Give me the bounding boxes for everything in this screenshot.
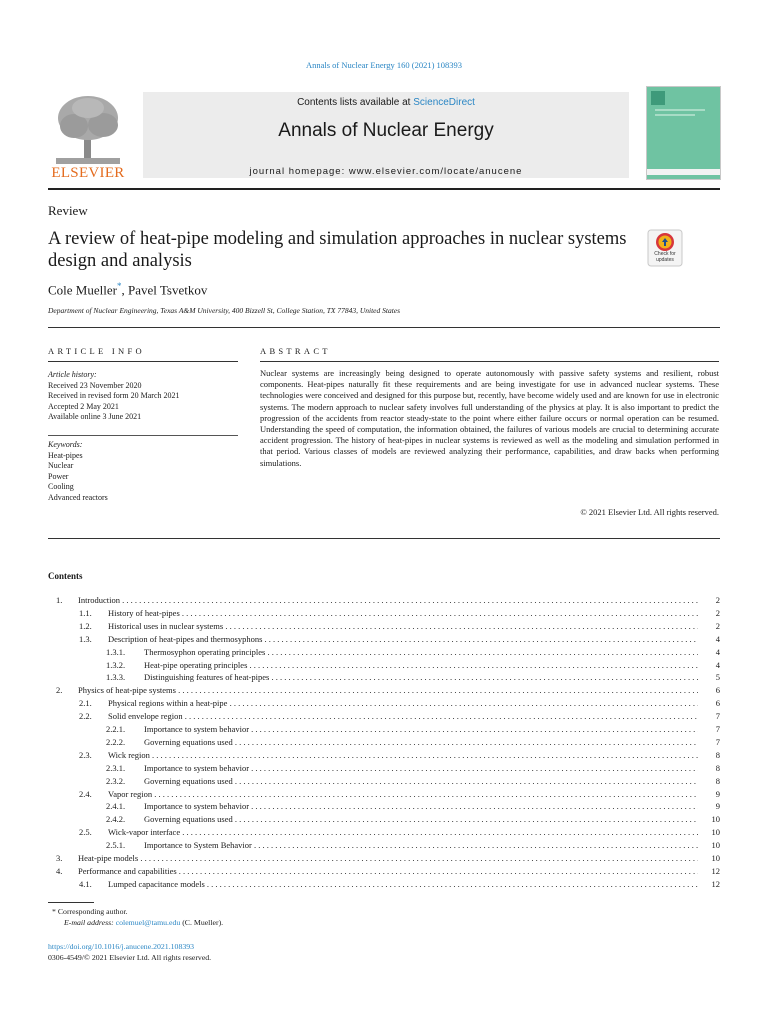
toc-entry-title: Governing equations used . . . bbox=[144, 775, 720, 787]
contents-prefix: Contents lists available at bbox=[297, 97, 414, 108]
toc-entry-title: Importance to System Behavior . . . bbox=[144, 839, 720, 851]
affiliation: Department of Nuclear Engineering, Texas A&M University, 400 Bizzell St, College Station, TX 77843, United States bbox=[48, 306, 401, 315]
history-label: Article history: bbox=[48, 370, 97, 379]
toc-entry-page: 9 bbox=[698, 800, 720, 812]
toc-entry-number: 2.3.1. bbox=[106, 762, 126, 773]
toc-entry-number: 1. bbox=[56, 595, 63, 605]
toc-entry-page: 10 bbox=[698, 826, 720, 838]
article-history bbox=[48, 370, 238, 423]
keyword: Nuclear bbox=[48, 461, 74, 470]
article-info-heading: ARTICLE INFO bbox=[48, 346, 145, 356]
toc-entry[interactable] bbox=[48, 607, 720, 619]
article-info-rule bbox=[48, 361, 238, 362]
corresponding-author-note: * Corresponding author. bbox=[52, 907, 128, 916]
toc-entry-page: 5 bbox=[698, 671, 720, 683]
toc-entry-number: 2.3.2. bbox=[106, 775, 126, 786]
doi-link[interactable]: https://doi.org/10.1016/j.anucene.2021.108393 bbox=[48, 942, 195, 951]
toc-entry[interactable] bbox=[48, 684, 720, 696]
author-1[interactable]: Cole Mueller bbox=[48, 282, 117, 298]
history-revised: Received in revised form 20 March 2021 bbox=[48, 391, 180, 400]
toc-entry-title: Distinguishing features of heat-pipes . . . bbox=[144, 671, 720, 683]
toc-entry-number: 1.3. bbox=[79, 633, 92, 644]
toc-entry-number: 2.5. bbox=[79, 827, 92, 838]
toc-entry[interactable] bbox=[48, 659, 720, 671]
toc-entry-page: 8 bbox=[698, 775, 720, 787]
toc-entry-page: 8 bbox=[698, 762, 720, 774]
toc-entry-page: 7 bbox=[698, 723, 720, 735]
toc-entry-number: 2. bbox=[56, 685, 63, 696]
toc-entry[interactable] bbox=[48, 697, 720, 709]
toc-entry-number: 2.4. bbox=[79, 788, 92, 799]
journal-cover bbox=[646, 86, 721, 180]
toc-entry-title: Vapor region . . . bbox=[108, 788, 720, 800]
contents-top-rule bbox=[48, 538, 720, 539]
toc-entry-title: Heat-pipe models . . . bbox=[78, 852, 720, 864]
journal-homepage[interactable]: journal homepage: www.elsevier.com/locate/anucene bbox=[249, 166, 523, 177]
toc-entry-number: 2.5.1. bbox=[106, 840, 126, 851]
info-top-rule bbox=[48, 327, 720, 328]
toc-entry-number: 2.2.1. bbox=[106, 724, 126, 734]
toc-entry[interactable] bbox=[48, 826, 720, 838]
email-label: E-mail address: bbox=[64, 918, 116, 927]
sciencedirect-link[interactable]: ScienceDirect bbox=[413, 97, 475, 108]
header-rule bbox=[48, 188, 720, 190]
issn-copyright: 0306-4549/© 2021 Elsevier Ltd. All rights reserved. bbox=[48, 953, 212, 962]
toc-entry[interactable] bbox=[48, 646, 720, 658]
corresponding-mark[interactable]: * bbox=[116, 281, 122, 291]
publisher-name: ELSEVIER bbox=[51, 165, 125, 181]
toc-entry-number: 1.3.2. bbox=[106, 659, 126, 670]
toc-entry-title: Importance to system behavior . . . bbox=[144, 800, 720, 812]
toc-entry[interactable] bbox=[48, 620, 720, 632]
toc-entry-title: Importance to system behavior . . . bbox=[144, 723, 720, 735]
toc-entry-number: 2.1. bbox=[79, 698, 92, 709]
keywords bbox=[48, 440, 238, 503]
toc-entry[interactable] bbox=[48, 865, 720, 877]
toc-entry-page: 8 bbox=[698, 749, 720, 761]
toc-entry-number: 2.4.1. bbox=[106, 801, 126, 812]
keyword: Power bbox=[48, 471, 69, 481]
toc-entry-number: 3. bbox=[56, 853, 63, 863]
journal-citation[interactable]: Annals of Nuclear Energy 160 (2021) 108393 bbox=[305, 60, 463, 70]
history-accepted: Accepted 2 May 2021 bbox=[48, 401, 119, 411]
abstract-heading: ABSTRACT bbox=[260, 346, 331, 356]
toc-entry[interactable] bbox=[48, 839, 720, 851]
footnote-rule bbox=[48, 902, 94, 903]
contents-heading: Contents bbox=[48, 571, 83, 581]
toc-entry-page: 2 bbox=[698, 620, 720, 632]
toc-entry-number: 1.2. bbox=[79, 620, 92, 631]
abstract-text: Nuclear systems are increasingly being designed to operate autonomously with passive safety systems and resilient, robust components. Heat-pipes naturally fit these requirements and are being investigate for use in advanced nuclear systems. These technologies were conceived and designed for this purpose but, recently, have become widely used and are known for use in electronic systems. The modern approach to nuclear safety involves full understanding of the physics at play. It is also important to predict the progression of the accidents from reactor steady-state to the point where either failure occurs or normal operation can be resumed. Understanding the speed of computation, the information obtained, the failures of various models are crucial to determining accurate accident progression. The history of heat-pipes in nuclear systems is reviewed as well as the modeling and simulation performed in that period. Various classes of models are reviewed analyzing their performance, capabilities, and draw backs when performing simulations. bbox=[260, 368, 719, 468]
keyword: Cooling bbox=[48, 482, 74, 491]
toc-entry-number: 1.1. bbox=[79, 607, 92, 618]
author-separator: , bbox=[121, 282, 128, 298]
toc-entry-page: 6 bbox=[698, 684, 720, 696]
toc-entry-number: 2.2. bbox=[79, 711, 92, 722]
toc-entry-title: History of heat-pipes . . . bbox=[108, 607, 720, 619]
toc-entry-number: 2.4.2. bbox=[106, 814, 126, 825]
email-link[interactable]: colemuel@tamu.edu bbox=[115, 918, 181, 927]
journal-masthead bbox=[143, 92, 629, 178]
toc-entry-number: 2.2.2. bbox=[106, 736, 126, 747]
abstract-rule bbox=[260, 361, 719, 362]
article-title: A review of heat-pipe modeling and simulation approaches in nuclear systems design and analysis bbox=[48, 229, 627, 271]
toc-entry-page: 9 bbox=[698, 788, 720, 800]
toc-entry[interactable] bbox=[48, 633, 720, 645]
toc-entry-title: Wick region . . . bbox=[108, 749, 720, 761]
toc-entry[interactable] bbox=[48, 800, 720, 812]
email-suffix: (C. Mueller). bbox=[180, 918, 224, 927]
author-2[interactable]: Pavel Tsvetkov bbox=[127, 282, 208, 298]
toc-entry-page: 2 bbox=[698, 594, 720, 606]
keyword: Heat-pipes bbox=[48, 450, 83, 460]
toc-entry-page: 7 bbox=[698, 710, 720, 722]
journal-title: Annals of Nuclear Energy bbox=[278, 120, 494, 141]
toc-entry-title: Wick-vapor interface . . . bbox=[108, 826, 720, 838]
toc-entry-page: 7 bbox=[698, 736, 720, 748]
toc-entry-page: 4 bbox=[698, 659, 720, 671]
keywords-label: Keywords: bbox=[48, 440, 83, 449]
toc-entry[interactable] bbox=[48, 723, 720, 735]
toc-entry[interactable] bbox=[48, 671, 720, 683]
toc-entry[interactable] bbox=[48, 594, 720, 606]
toc-entry-page: 4 bbox=[698, 646, 720, 658]
toc-entry-page: 10 bbox=[698, 839, 720, 851]
toc-entry[interactable] bbox=[48, 762, 720, 774]
toc-entry-title: Performance and capabilities . . . bbox=[78, 865, 720, 877]
check-for-updates-badge[interactable] bbox=[647, 229, 683, 267]
toc-entry-title: Historical uses in nuclear systems . . . bbox=[108, 620, 720, 632]
author-list bbox=[48, 281, 207, 298]
toc-entry-title: Description of heat-pipes and thermosyphons . . . bbox=[108, 633, 720, 645]
toc-entry-title: Lumped capacitance models . . . bbox=[108, 878, 720, 890]
toc-entry-title: Physical regions within a heat-pipe . . . bbox=[108, 697, 720, 709]
toc-entry[interactable] bbox=[48, 749, 720, 761]
keywords-rule bbox=[48, 435, 238, 436]
toc-entry-title: Introduction . . . bbox=[78, 594, 720, 606]
toc-entry[interactable] bbox=[48, 775, 720, 787]
toc-entry[interactable] bbox=[48, 878, 720, 890]
history-received: Received 23 November 2020 bbox=[48, 380, 142, 390]
toc-entry-page: 6 bbox=[698, 697, 720, 709]
toc-entry-number: 1.3.3. bbox=[106, 672, 126, 683]
toc-entry-title: Physics of heat-pipe systems . . . bbox=[78, 684, 720, 696]
abstract-copyright: © 2021 Elsevier Ltd. All rights reserved. bbox=[580, 507, 719, 517]
toc-entry-page: 2 bbox=[698, 607, 720, 619]
toc-entry-page: 10 bbox=[698, 852, 720, 864]
toc-entry[interactable] bbox=[48, 736, 720, 748]
article-type: Review bbox=[48, 203, 88, 218]
toc-entry-title: Heat-pipe operating principles . . . bbox=[144, 659, 720, 671]
elsevier-logo bbox=[48, 92, 128, 180]
toc-entry-title: Thermosyphon operating principles . . . bbox=[144, 646, 720, 658]
toc-entry-number: 2.3. bbox=[79, 749, 92, 760]
toc-entry-title: Importance to system behavior . . . bbox=[144, 762, 720, 774]
toc-entry-number: 4. bbox=[56, 865, 63, 876]
toc-entry[interactable] bbox=[48, 852, 720, 864]
toc-entry-page: 12 bbox=[698, 878, 720, 890]
toc-entry-number: 4.1. bbox=[79, 878, 92, 889]
toc-entry-page: 12 bbox=[698, 865, 720, 877]
toc-entry-number: 1.3.1. bbox=[106, 646, 126, 657]
toc-entry-title: Governing equations used . . . bbox=[144, 813, 720, 825]
toc-entry-title: Governing equations used . . . bbox=[144, 736, 720, 748]
toc-entry[interactable] bbox=[48, 813, 720, 825]
check-updates-label: Check for updates bbox=[654, 251, 676, 263]
toc-entry-page: 4 bbox=[698, 633, 720, 645]
contents-availability bbox=[143, 97, 629, 108]
toc-entry[interactable] bbox=[48, 788, 720, 800]
history-online: Available online 3 June 2021 bbox=[48, 412, 142, 421]
keyword: Advanced reactors bbox=[48, 492, 108, 502]
toc-entry-title: Solid envelope region . . . bbox=[108, 710, 720, 722]
email-note bbox=[64, 917, 223, 928]
toc-entry-page: 10 bbox=[698, 813, 720, 825]
toc-entry[interactable] bbox=[48, 710, 720, 722]
